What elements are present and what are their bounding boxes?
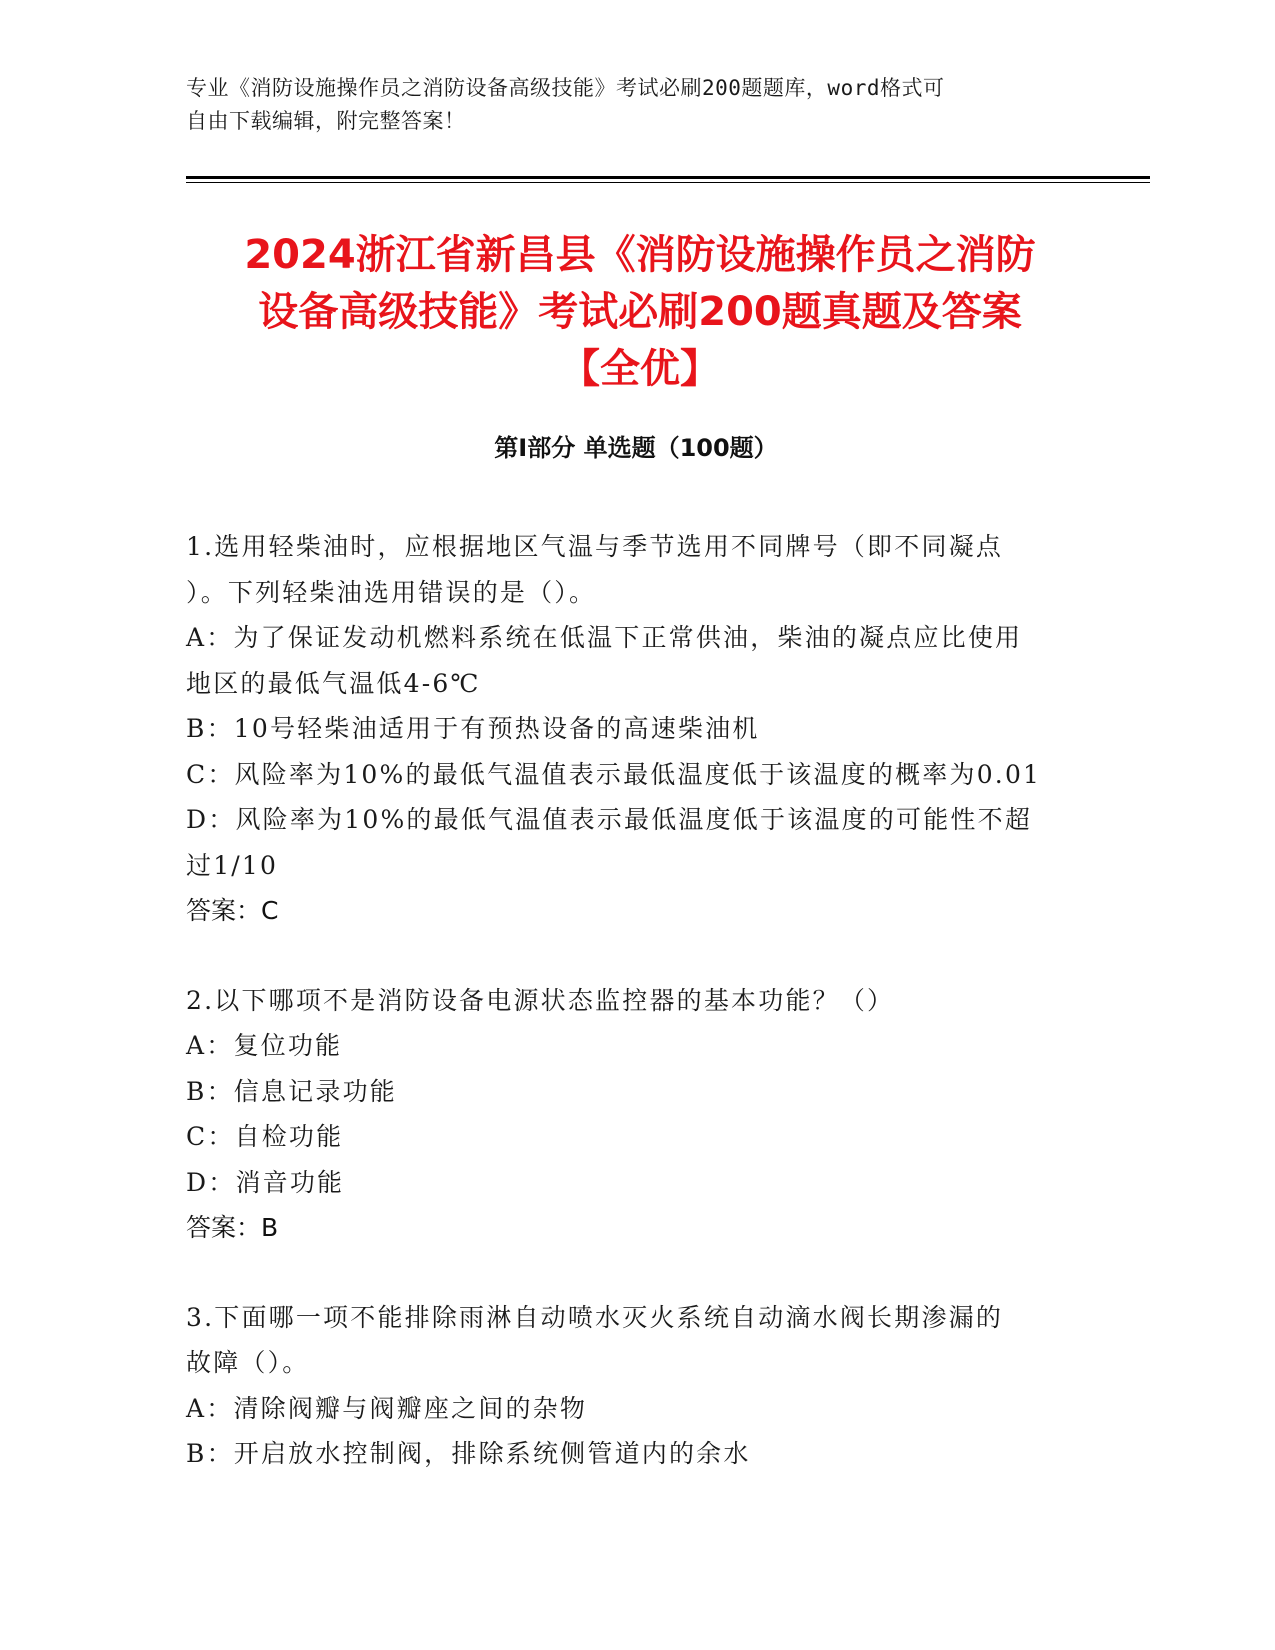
- document-title: [160, 227, 1120, 398]
- option-line: 地区的最低气温低4-6℃: [186, 668, 481, 698]
- question-item: [186, 524, 1086, 934]
- option-line: 过1/10: [186, 850, 279, 880]
- option-line: B：10号轻柴油适用于有预热设备的高速柴油机: [186, 714, 760, 743]
- question-stem-line: 1.选用轻柴油时，应根据地区气温与季节选用不同牌号（即不同凝点: [186, 532, 1004, 561]
- title-line: 设备高级技能》考试必刷200题真题及答案: [258, 289, 1022, 335]
- title-line: 2024浙江省新昌县《消防设施操作员之消防: [244, 232, 1036, 278]
- option-line: D：风险率为10%的最低气温值表示最低温度低于该温度的可能性不超: [186, 805, 1033, 834]
- question-stem-line: 故障（）。: [186, 1348, 310, 1377]
- option-line: A：复位功能: [186, 1031, 343, 1060]
- option-line: C：自检功能: [186, 1122, 344, 1151]
- question-stem-line: 2.以下哪项不是消防设备电源状态监控器的基本功能？（）: [186, 985, 895, 1015]
- header-divider-thin: [186, 182, 1150, 183]
- answer-line: 答案：C: [186, 896, 279, 925]
- question-stem-line: ）。下列轻柴油选用错误的是（）。: [186, 577, 597, 607]
- header-divider-thick: [186, 176, 1150, 179]
- option-line: C：风险率为10%的最低气温值表示最低温度低于该温度的概率为0.01: [186, 759, 1042, 789]
- option-line: D：消音功能: [186, 1167, 345, 1197]
- option-line: A：清除阀瓣与阀瓣座之间的杂物: [186, 1393, 588, 1423]
- question-item: [186, 978, 1086, 1251]
- question-stem-line: 3.下面哪一项不能排除雨淋自动喷水灭火系统自动滴水阀长期渗漏的: [186, 1302, 1004, 1332]
- header-note-line: 专业《消防设施操作员之消防设备高级技能》考试必刷200题题库，word格式可: [186, 76, 945, 100]
- answer-line: 答案：B: [186, 1213, 279, 1242]
- header-note: [186, 72, 1066, 138]
- question-list: [186, 524, 1086, 1521]
- section-heading: 第Ⅰ部分 单选题（100题）: [494, 434, 778, 462]
- option-line: B：信息记录功能: [186, 1076, 397, 1106]
- option-line: B：开启放水控制阀，排除系统侧管道内的余水: [186, 1439, 751, 1468]
- option-line: A：为了保证发动机燃料系统在低温下正常供油，柴油的凝点应比使用: [186, 623, 1023, 652]
- question-item: [186, 1295, 1086, 1477]
- title-line: 【全优】: [560, 346, 720, 392]
- header-note-line: 自由下载编辑，附完整答案！: [186, 109, 466, 133]
